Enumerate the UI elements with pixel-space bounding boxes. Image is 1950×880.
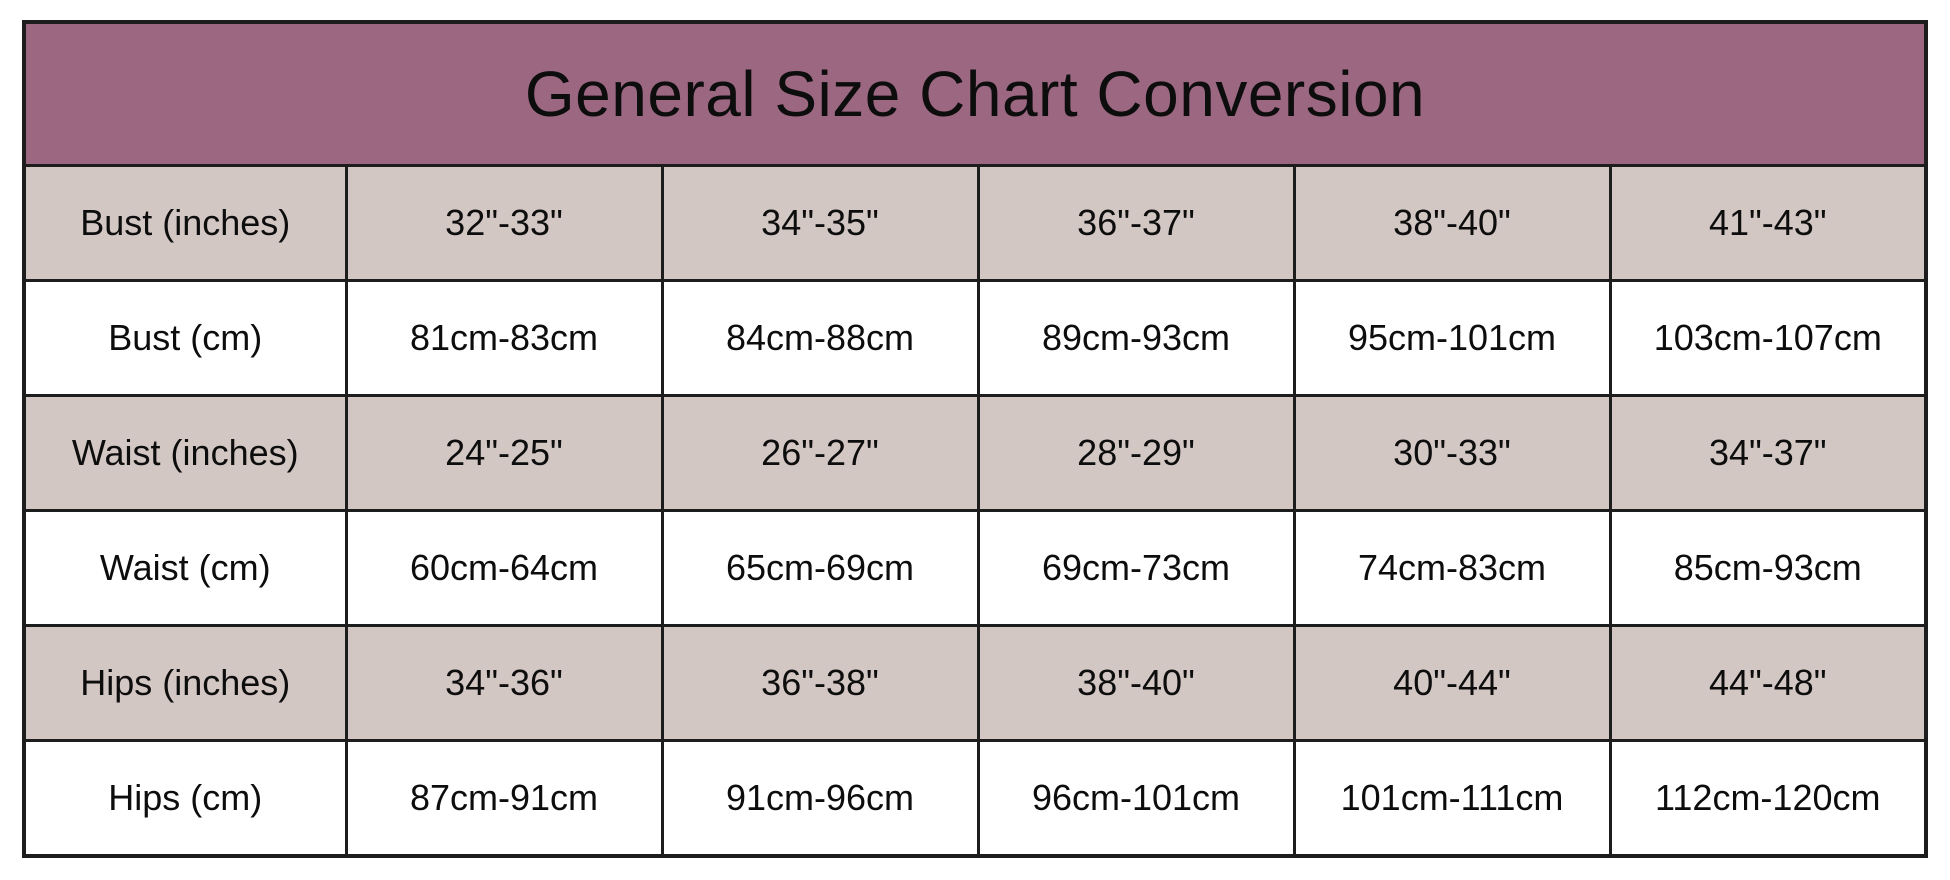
cell-bust-inches-5: 41"-43" [1610, 166, 1926, 281]
cell-waist-inches-5: 34"-37" [1610, 396, 1926, 511]
cell-bust-cm-4: 95cm-101cm [1294, 281, 1610, 396]
cell-waist-inches-2: 26"-27" [662, 396, 978, 511]
cell-hips-inches-2: 36"-38" [662, 626, 978, 741]
table-row [24, 166, 1926, 281]
cell-waist-inches-1: 24"-25" [346, 396, 662, 511]
row-label-bust-inches: Bust (inches) [24, 166, 346, 281]
cell-hips-cm-2: 91cm-96cm [662, 741, 978, 857]
cell-hips-cm-4: 101cm-111cm [1294, 741, 1610, 857]
size-chart-container [22, 20, 1928, 858]
row-label-bust-cm: Bust (cm) [24, 281, 346, 396]
row-label-waist-inches: Waist (inches) [24, 396, 346, 511]
table-row [24, 511, 1926, 626]
cell-hips-inches-3: 38"-40" [978, 626, 1294, 741]
cell-waist-cm-1: 60cm-64cm [346, 511, 662, 626]
cell-waist-cm-2: 65cm-69cm [662, 511, 978, 626]
size-chart-table [22, 20, 1928, 858]
chart-title: General Size Chart Conversion [24, 22, 1926, 166]
cell-bust-inches-4: 38"-40" [1294, 166, 1610, 281]
cell-bust-inches-2: 34"-35" [662, 166, 978, 281]
cell-hips-cm-5: 112cm-120cm [1610, 741, 1926, 857]
table-row [24, 281, 1926, 396]
cell-waist-cm-3: 69cm-73cm [978, 511, 1294, 626]
table-row [24, 396, 1926, 511]
table-row [24, 741, 1926, 857]
title-row [24, 22, 1926, 166]
cell-hips-inches-1: 34"-36" [346, 626, 662, 741]
cell-waist-cm-4: 74cm-83cm [1294, 511, 1610, 626]
cell-bust-inches-3: 36"-37" [978, 166, 1294, 281]
cell-bust-inches-1: 32"-33" [346, 166, 662, 281]
cell-hips-inches-4: 40"-44" [1294, 626, 1610, 741]
cell-waist-inches-3: 28"-29" [978, 396, 1294, 511]
cell-waist-inches-4: 30"-33" [1294, 396, 1610, 511]
cell-bust-cm-5: 103cm-107cm [1610, 281, 1926, 396]
cell-hips-cm-3: 96cm-101cm [978, 741, 1294, 857]
cell-hips-inches-5: 44"-48" [1610, 626, 1926, 741]
table-row [24, 626, 1926, 741]
row-label-waist-cm: Waist (cm) [24, 511, 346, 626]
cell-waist-cm-5: 85cm-93cm [1610, 511, 1926, 626]
cell-bust-cm-3: 89cm-93cm [978, 281, 1294, 396]
cell-bust-cm-2: 84cm-88cm [662, 281, 978, 396]
cell-hips-cm-1: 87cm-91cm [346, 741, 662, 857]
row-label-hips-inches: Hips (inches) [24, 626, 346, 741]
cell-bust-cm-1: 81cm-83cm [346, 281, 662, 396]
row-label-hips-cm: Hips (cm) [24, 741, 346, 857]
